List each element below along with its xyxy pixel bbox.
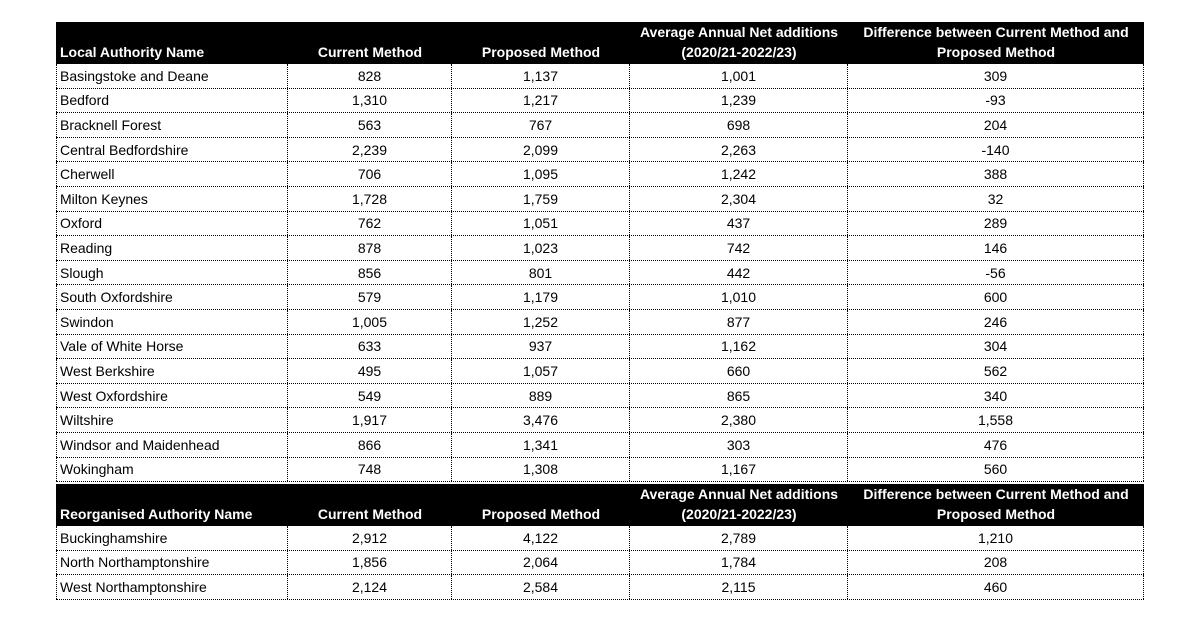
value-cell: 1,167: [630, 458, 848, 482]
value-cell: 2,099: [452, 138, 630, 162]
authority-name-cell: North Northamptonshire: [56, 551, 288, 575]
value-cell: 600: [848, 285, 1144, 309]
table-row: [56, 384, 1144, 409]
authority-name-cell: Milton Keynes: [56, 187, 288, 211]
value-cell: 828: [288, 64, 452, 88]
value-cell: 1,137: [452, 64, 630, 88]
value-cell: 1,784: [630, 551, 848, 575]
value-cell: 2,115: [630, 575, 848, 599]
value-cell: 563: [288, 113, 452, 137]
value-cell: 1,242: [630, 162, 848, 186]
value-cell: 2,380: [630, 408, 848, 432]
value-cell: 1,217: [452, 89, 630, 113]
value-cell: 1,179: [452, 285, 630, 309]
value-cell: 2,239: [288, 138, 452, 162]
value-cell: 388: [848, 162, 1144, 186]
value-cell: 476: [848, 433, 1144, 457]
authority-name-cell: Swindon: [56, 310, 288, 334]
local-authority-table: [56, 22, 1144, 482]
value-cell: 289: [848, 212, 1144, 236]
table-row: [56, 113, 1144, 138]
column-header: Difference between Current Method and Proposed Method: [863, 24, 1129, 60]
table-row: [56, 433, 1144, 458]
value-cell: 865: [630, 384, 848, 408]
table-row: [56, 138, 1144, 163]
table-row: [56, 359, 1144, 384]
value-cell: 1,856: [288, 551, 452, 575]
header-row: [56, 22, 1144, 64]
column-header: Proposed Method: [481, 506, 601, 522]
authority-name-cell: Oxford: [56, 212, 288, 236]
value-cell: 2,263: [630, 138, 848, 162]
value-cell: 562: [848, 359, 1144, 383]
authority-name-cell: Bedford: [56, 89, 288, 113]
value-cell: 877: [630, 310, 848, 334]
value-cell: 495: [288, 359, 452, 383]
authority-name-cell: Wiltshire: [56, 408, 288, 432]
value-cell: 1,239: [630, 89, 848, 113]
table-row: [56, 162, 1144, 187]
value-cell: 4,122: [452, 526, 630, 550]
value-cell: 878: [288, 236, 452, 260]
value-cell: 767: [452, 113, 630, 137]
value-cell: 340: [848, 384, 1144, 408]
value-cell: 1,005: [288, 310, 452, 334]
table-row: [56, 335, 1144, 360]
table-row: [56, 212, 1144, 237]
table-row: [56, 261, 1144, 286]
value-cell: 706: [288, 162, 452, 186]
value-cell: 579: [288, 285, 452, 309]
value-cell: 856: [288, 261, 452, 285]
table-row: [56, 408, 1144, 433]
authority-name-cell: West Northamptonshire: [56, 575, 288, 599]
column-header: Reorganised Authority Name: [60, 506, 253, 522]
value-cell: 1,095: [452, 162, 630, 186]
table-row: [56, 310, 1144, 335]
value-cell: 1,728: [288, 187, 452, 211]
value-cell: 937: [452, 335, 630, 359]
authority-name-cell: Reading: [56, 236, 288, 260]
value-cell: 304: [848, 335, 1144, 359]
header-row: [56, 484, 1144, 526]
value-cell: 146: [848, 236, 1144, 260]
table-row: [56, 236, 1144, 261]
value-cell: 309: [848, 64, 1144, 88]
column-header: Difference between Current Method and Proposed Method: [863, 486, 1129, 522]
value-cell: 32: [848, 187, 1144, 211]
table-row: [56, 89, 1144, 114]
reorganised-authority-table: [56, 484, 1144, 600]
value-cell: 660: [630, 359, 848, 383]
authority-name-cell: Buckinghamshire: [56, 526, 288, 550]
value-cell: 560: [848, 458, 1144, 482]
table-row: [56, 64, 1144, 89]
authority-name-cell: West Oxfordshire: [56, 384, 288, 408]
authority-name-cell: Slough: [56, 261, 288, 285]
value-cell: 1,057: [452, 359, 630, 383]
value-cell: 2,304: [630, 187, 848, 211]
table-row: [56, 551, 1144, 576]
value-cell: 3,476: [452, 408, 630, 432]
authority-name-cell: West Berkshire: [56, 359, 288, 383]
table-row: [56, 458, 1144, 483]
authority-name-cell: South Oxfordshire: [56, 285, 288, 309]
value-cell: 762: [288, 212, 452, 236]
column-header: Current Method: [317, 44, 423, 60]
value-cell: 549: [288, 384, 452, 408]
authority-name-cell: Windsor and Maidenhead: [56, 433, 288, 457]
value-cell: 2,124: [288, 575, 452, 599]
authority-name-cell: Wokingham: [56, 458, 288, 482]
value-cell: -93: [848, 89, 1144, 113]
value-cell: 698: [630, 113, 848, 137]
table-row: [56, 526, 1144, 551]
value-cell: -140: [848, 138, 1144, 162]
value-cell: 246: [848, 310, 1144, 334]
value-cell: 1,558: [848, 408, 1144, 432]
value-cell: 1,759: [452, 187, 630, 211]
value-cell: 1,252: [452, 310, 630, 334]
authority-name-cell: Bracknell Forest: [56, 113, 288, 137]
authority-name-cell: Basingstoke and Deane: [56, 64, 288, 88]
value-cell: 1,310: [288, 89, 452, 113]
value-cell: 460: [848, 575, 1144, 599]
table-row: [56, 285, 1144, 310]
value-cell: -56: [848, 261, 1144, 285]
value-cell: 633: [288, 335, 452, 359]
column-header: Local Authority Name: [60, 44, 205, 60]
column-header: Proposed Method: [481, 44, 601, 60]
value-cell: 742: [630, 236, 848, 260]
authority-name-cell: Central Bedfordshire: [56, 138, 288, 162]
value-cell: 866: [288, 433, 452, 457]
value-cell: 1,308: [452, 458, 630, 482]
column-header: Current Method: [317, 506, 423, 522]
value-cell: 801: [452, 261, 630, 285]
table-row: [56, 187, 1144, 212]
value-cell: 748: [288, 458, 452, 482]
value-cell: 1,051: [452, 212, 630, 236]
value-cell: 2,789: [630, 526, 848, 550]
value-cell: 889: [452, 384, 630, 408]
value-cell: 1,341: [452, 433, 630, 457]
value-cell: 1,210: [848, 526, 1144, 550]
value-cell: 2,064: [452, 551, 630, 575]
value-cell: 208: [848, 551, 1144, 575]
value-cell: 1,010: [630, 285, 848, 309]
value-cell: 1,162: [630, 335, 848, 359]
value-cell: 1,023: [452, 236, 630, 260]
value-cell: 1,917: [288, 408, 452, 432]
value-cell: 2,584: [452, 575, 630, 599]
column-header: Average Annual Net additions (2020/21-2022/23): [639, 24, 839, 60]
value-cell: 442: [630, 261, 848, 285]
table-row: [56, 575, 1144, 600]
authority-name-cell: Cherwell: [56, 162, 288, 186]
value-cell: 204: [848, 113, 1144, 137]
column-header: Average Annual Net additions (2020/21-2022/23): [639, 486, 839, 522]
authority-name-cell: Vale of White Horse: [56, 335, 288, 359]
value-cell: 303: [630, 433, 848, 457]
value-cell: 1,001: [630, 64, 848, 88]
value-cell: 2,912: [288, 526, 452, 550]
value-cell: 437: [630, 212, 848, 236]
